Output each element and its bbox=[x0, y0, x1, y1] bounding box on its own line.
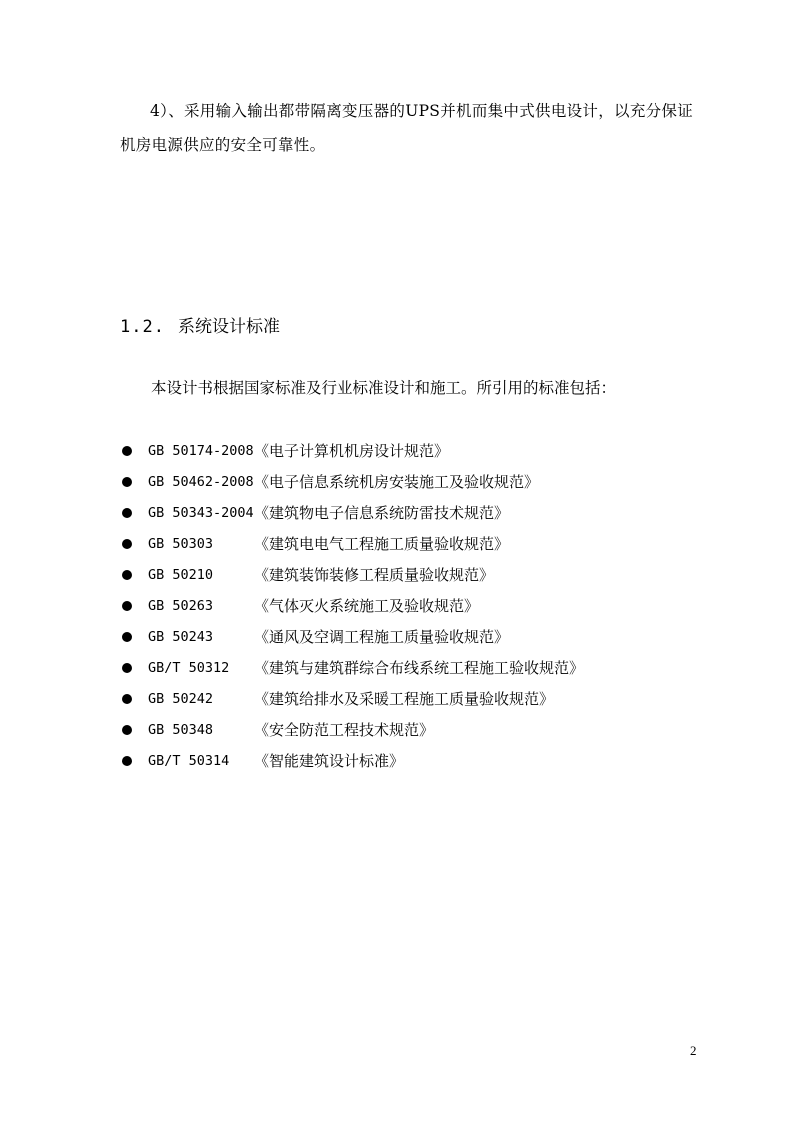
bullet-icon bbox=[122, 601, 132, 611]
paragraph-line-2: 机房电源供应的安全可靠性。 bbox=[120, 136, 326, 154]
list-item bbox=[0, 441, 794, 472]
standard-code: GB 50174-2008 bbox=[148, 443, 254, 459]
paragraph-line-1: 4）、采用输入输出都带隔离变压器的UPS并机而集中式供电设计，以充分保证 bbox=[150, 102, 694, 120]
intro-text: 本设计书根据国家标准及行业标准设计和施工。所引用的标准包括： bbox=[151, 379, 617, 397]
list-item bbox=[0, 565, 794, 596]
standard-code: GB 50462-2008 bbox=[148, 474, 254, 490]
section-title: 系统设计标准 bbox=[178, 317, 280, 337]
bullet-icon bbox=[122, 756, 132, 766]
standard-title: 《通风及空调工程施工质量验收规范》 bbox=[254, 628, 510, 646]
bullet-icon bbox=[122, 632, 132, 642]
list-item bbox=[0, 720, 794, 751]
standard-code: GB 50243 bbox=[148, 629, 214, 645]
standard-code: GB 50348 bbox=[148, 722, 214, 738]
standard-title: 《智能建筑设计标准》 bbox=[254, 752, 405, 770]
bullet-icon bbox=[122, 725, 132, 735]
standard-code: GB 50263 bbox=[148, 598, 214, 614]
standard-title: 《气体灭火系统施工及验收规范》 bbox=[254, 597, 480, 615]
page-number: 2 bbox=[690, 1043, 697, 1058]
bullet-icon bbox=[122, 508, 132, 518]
list-item bbox=[0, 658, 794, 689]
standard-title: 《电子计算机机房设计规范》 bbox=[254, 442, 450, 460]
standards-list bbox=[0, 441, 794, 782]
standard-title: 《建筑给排水及采暖工程施工质量验收规范》 bbox=[254, 690, 555, 708]
standard-title: 《安全防范工程技术规范》 bbox=[254, 721, 435, 739]
standard-title: 《建筑电电气工程施工质量验收规范》 bbox=[254, 535, 510, 553]
list-item bbox=[0, 472, 794, 503]
standard-code: GB/T 50314 bbox=[148, 753, 230, 769]
bullet-icon bbox=[122, 446, 132, 456]
standard-code: GB 50242 bbox=[148, 691, 214, 707]
standard-code: GB 50210 bbox=[148, 567, 214, 583]
section-number: 1.2. bbox=[120, 317, 165, 337]
standard-code: GB 50303 bbox=[148, 536, 214, 552]
list-item bbox=[0, 596, 794, 627]
section-heading bbox=[120, 316, 280, 338]
standard-title: 《建筑物电子信息系统防雷技术规范》 bbox=[254, 504, 510, 522]
list-item bbox=[0, 627, 794, 658]
list-item bbox=[0, 689, 794, 720]
standard-title: 《建筑装饰装修工程质量验收规范》 bbox=[254, 566, 495, 584]
bullet-icon bbox=[122, 663, 132, 673]
standard-code: GB 50343-2004 bbox=[148, 505, 254, 521]
standard-title: 《建筑与建筑群综合布线系统工程施工验收规范》 bbox=[254, 659, 585, 677]
standard-title: 《电子信息系统机房安装施工及验收规范》 bbox=[254, 473, 540, 491]
list-item bbox=[0, 534, 794, 565]
bullet-icon bbox=[122, 570, 132, 580]
list-item bbox=[0, 751, 794, 782]
bullet-icon bbox=[122, 477, 132, 487]
bullet-icon bbox=[122, 694, 132, 704]
bullet-icon bbox=[122, 539, 132, 549]
standard-code: GB/T 50312 bbox=[148, 660, 230, 676]
list-item bbox=[0, 503, 794, 534]
